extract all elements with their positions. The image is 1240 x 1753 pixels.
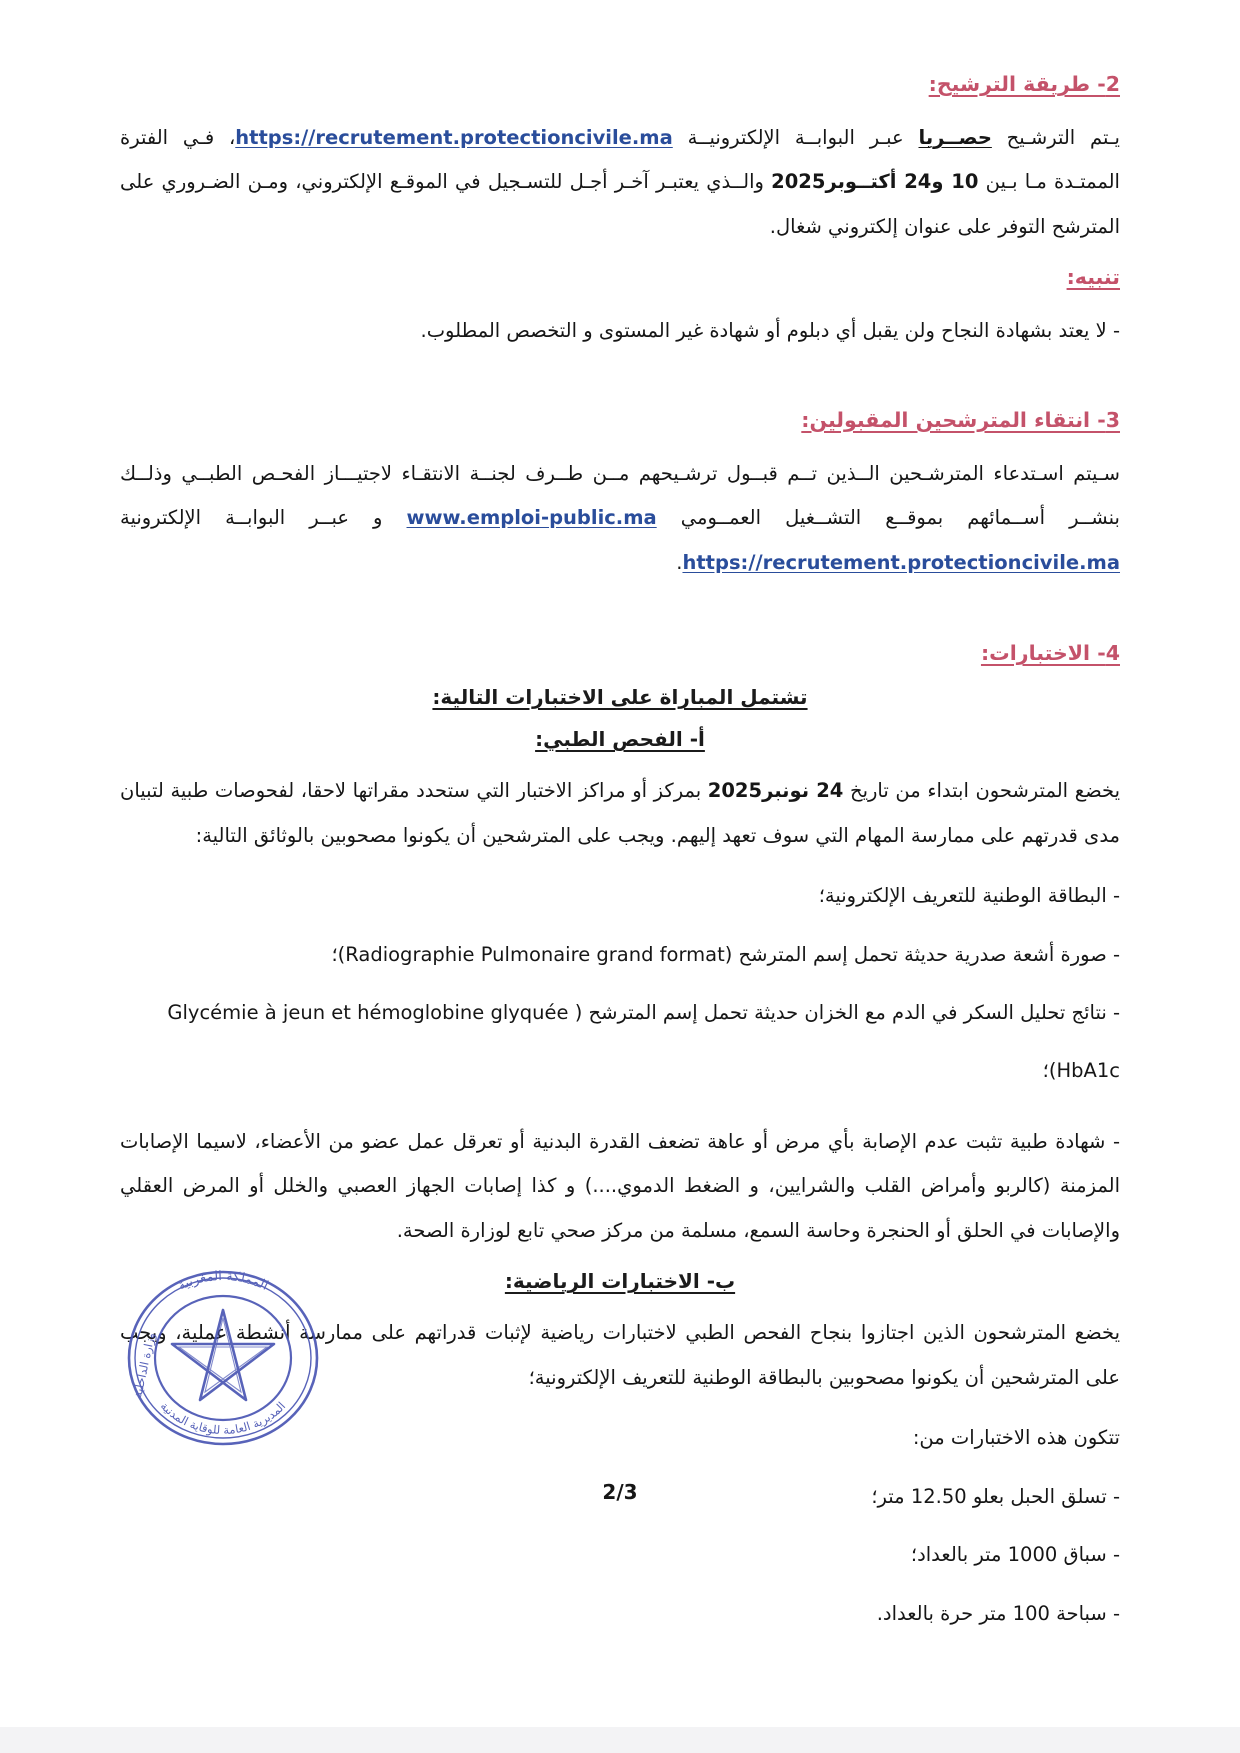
doc-0-before: - البطاقة الوطنية للتعريف الإلكترونية؛	[818, 884, 1120, 908]
recruitment-portal-link-2[interactable]: https://recrutement.protectioncivile.ma	[682, 550, 1120, 574]
doc-2-before: - نتائج تحليل السكر في الدم مع الخزان حديثة تحمل إسم المترشح (	[568, 1000, 1120, 1024]
sport-test-item: - سباق 1000 متر بالعداد؛	[910, 1543, 1120, 1567]
required-document-item	[120, 1049, 1120, 1093]
sport-test-item: - تسلق الحبل بعلو 12.50 متر؛	[871, 1484, 1120, 1508]
svg-text:وزارة الداخلية: وزارة الداخلية	[130, 1331, 158, 1399]
doc-3-after: )؛	[1042, 1059, 1057, 1083]
spacer	[120, 368, 1120, 408]
doc-1-latin-term: Radiographie Pulmonaire grand format	[345, 942, 725, 966]
s2-text-c: عبـر البوابــة الإلكترونيــة	[672, 126, 919, 149]
medical-exam-paragraph	[120, 769, 1120, 858]
recruitment-portal-link[interactable]: https://recrutement.protectioncivile.ma	[235, 126, 673, 149]
sport-tests-intro: تتكون هذه الاختبارات من:	[912, 1426, 1120, 1450]
doc-1-after: )؛	[331, 942, 346, 966]
section-3-paragraph	[120, 452, 1120, 585]
required-document-item	[120, 933, 1120, 977]
emploi-public-link[interactable]: www.emploi-public.ma	[406, 506, 657, 530]
s2-application-dates: 10 و24 أكتــوبر2025	[771, 170, 979, 194]
official-stamp	[108, 1248, 338, 1463]
section-4-subheading: تشتمل المباراة على الاختبارات التالية:	[432, 685, 808, 710]
doc-3-latin-term: HbA1c	[1056, 1059, 1120, 1083]
notice-item: - لا يعتد بشهادة النجاح ولن يقبل أي دبلوم أو شهادة غير المستوى و التخصص المطلوب.	[420, 319, 1120, 343]
section-4-heading: 4- الاختبارات:	[980, 641, 1120, 666]
spacer	[120, 601, 1120, 641]
medical-text-b: بمركز أو مراكز الاختبار التي ستحدد مقراتها لاحقا، لفحوصات طبية لتبيان مدى قدرتهم على ممارسة المهام التي سوف تعهد إليهم. ويجب على المترشحين أن يكونوا مصحوبين بالوثائق التالية:	[120, 779, 1120, 847]
svg-text:المديرية العامة للوقاية المدني: المديرية العامة للوقاية المدنية	[157, 1398, 289, 1438]
s2-text-d: ، فـي الفترة الممتـدة مـا بـين	[120, 126, 1120, 194]
required-document-item	[120, 874, 1120, 918]
s2-text-f: والــذي يعتبـر آخـر أجـل للتسـجيل في الموقـع الإلكتروني، ومـن الضـروري على المترشح التوفر على عنوان إلكتروني شغال.	[120, 170, 1120, 238]
spacer	[120, 1108, 1120, 1120]
sport-tests-paragraph: يخضع المترشحون الذين اجتازوا بنجاح الفحص الطبي لاختبارات رياضية لإثبات قدراتهم على ممارسة أنشطة عملية، ويجب على المترشحين أن يكونوا مصحوبين بالبطاقة الوطنية للتعريف الإلكترونية؛	[120, 1321, 1120, 1389]
page-number: 2/3	[602, 1480, 638, 1504]
section-2-paragraph	[120, 116, 1120, 249]
section-3-heading: 3- انتقاء المترشحين المقبولين:	[801, 407, 1120, 432]
s3-text-c: .	[676, 550, 683, 574]
doc-1-before: - صورة أشعة صدرية حديثة تحمل إسم المترشح (	[724, 942, 1120, 966]
medical-exam-heading: أ- الفحص الطبي:	[535, 727, 705, 752]
scan-edge-artifact	[0, 1727, 1240, 1753]
s2-text-a: يـتم الترشـيح	[991, 126, 1120, 149]
section-2-heading: 2- طريقة الترشيح:	[928, 72, 1120, 96]
doc-2-latin-term: Glycémie à jeun et hémoglobine glyquée	[167, 1000, 569, 1024]
medical-certificate-paragraph: - شهادة طبية تثبت عدم الإصابة بأي مرض أو عاهة تضعف القدرة البدنية أو تعرقل عمل عضو من الأعضاء، لاسيما الإصابات المزمنة (كالربو وأمراض القلب والشرايين، و الضغط الدموي....) و كذا إصابات الجهاز العصبي والخلل أو المرض العقلي والإصابات في الحلق أو الحنجرة وحاسة السمع، مسلمة من مركز صحي تابع لوزارة الصحة.	[120, 1129, 1120, 1242]
medical-text-a: يخضع المترشحون ابتداء من تاريخ	[843, 779, 1120, 803]
s3-text-a: سـيتم اسـتدعاء المترشـحين الــذين تــم قبــول ترشـيحهم مــن طــرف لجنــة الانتقـاء لاجتيـــاز الفحـص الطبــي وذلــك بنشــر أســمائهم بموقــع التشــغيل العمــومي	[120, 461, 1120, 530]
s3-text-b: و عبــر البوابــة الإلكترونية	[120, 506, 407, 530]
svg-text:المملكة المغربية: المملكة المغربية	[175, 1268, 271, 1294]
s2-emphasis-exclusively: حصــريا	[918, 126, 992, 149]
sport-test-item: - سباحة 100 متر حرة بالعداد.	[876, 1601, 1120, 1625]
required-document-item	[120, 991, 1120, 1035]
medical-exam-date: 24 نونبر2025	[707, 779, 844, 803]
notice-heading: تنبيه:	[1066, 265, 1120, 290]
sport-tests-heading: ب- الاختبارات الرياضية:	[504, 1269, 736, 1294]
